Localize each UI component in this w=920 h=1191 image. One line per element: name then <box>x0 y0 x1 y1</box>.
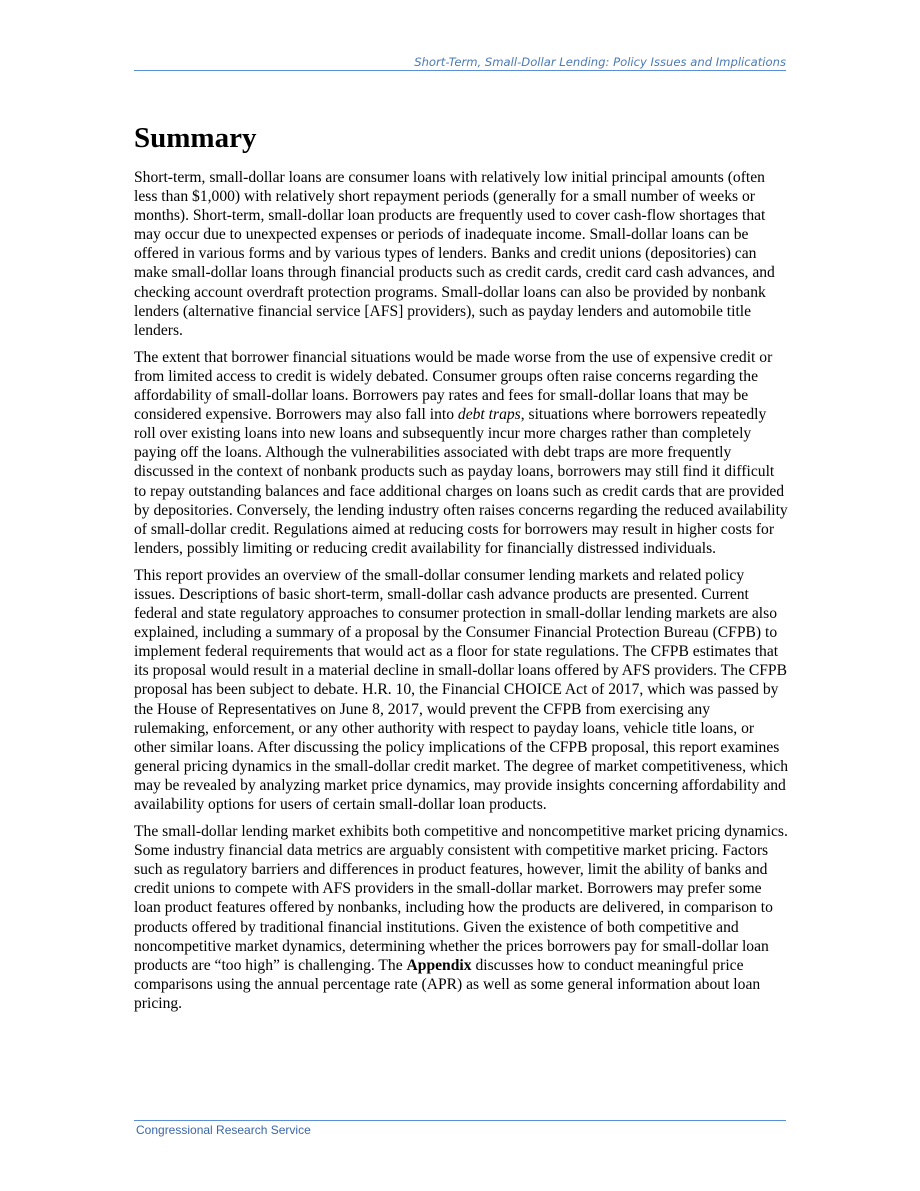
paragraph-4-text-b: discusses how to conduct meaningful price comparisons using the annual percentage rate (APR) as well as some general information about loan pricing. <box>134 956 761 1012</box>
paragraph-2-text-b: , situations where borrowers repeatedly roll over existing loans into new loans and subsequently incur more charges rather than completely paying off the loans. Although the vulnerabilities associated with debt traps are more frequently discussed in the context of nonbank products such as payday loans, borrowers may still find it difficult to repay outstanding balances and face additional charges on loans such as credit cards that are provided by depositories. Conversely, the lending industry often raises concerns regarding the reduced availability of small-dollar credit. Regulations aimed at reducing costs for borrowers may result in higher costs for lenders, possibly limiting or reducing credit availability for financially distressed individuals. <box>134 406 788 557</box>
running-header: Short-Term, Small-Dollar Lending: Policy Issues and Implications <box>414 55 786 69</box>
paragraph-2-text-a: The extent that borrower financial situations would be made worse from the use of expensive credit or from limited access to credit is widely debated. Consumer groups often raise concerns regarding the affordability of small-dollar loans. Borrowers pay rates and fees for small-dollar loans that may be considered expensive. Borrowers may also fall into <box>134 348 773 424</box>
paragraph-2 <box>134 348 788 558</box>
paragraph-4 <box>134 822 788 1013</box>
page-title: Summary <box>134 122 257 154</box>
footer-rule <box>134 1120 786 1121</box>
paragraph-4-text-a: The small-dollar lending market exhibits both competitive and noncompetitive market pricing dynamics. Some industry financial data metrics are arguably consistent with competitive market pricing. Factors such as regulatory barriers and differences in product features, however, limit the ability of banks and credit unions to compete with AFS providers in the small-dollar market. Borrowers may prefer some loan product features offered by nonbanks, including how the products are delivered, in comparison to products offered by traditional financial institutions. Given the existence of both competitive and noncompetitive market dynamics, determining whether the prices borrowers pay for small-dollar loan products are “too high” is challenging. The <box>134 823 788 974</box>
debt-traps-term: debt traps <box>457 406 521 424</box>
summary-body <box>134 168 788 1021</box>
footer-org: Congressional Research Service <box>136 1123 311 1137</box>
paragraph-1: Short-term, small-dollar loans are consumer loans with relatively low initial principal amounts (often less than $1,000) with relatively short repayment periods (generally for a small number of weeks or months). Short-term, small-dollar loan products are frequently used to cover cash-flow shortages that may occur due to unexpected expenses or periods of inadequate income. Small-dollar loans can be offered in various forms and by various types of lenders. Banks and credit unions (depositories) can make small-dollar loans through financial products such as credit cards, credit card cash advances, and checking account overdraft protection programs. Small-dollar loans can also be provided by nonbank lenders (alternative financial service [AFS] providers), such as payday lenders and automobile title lenders. <box>134 169 775 339</box>
paragraph-3: This report provides an overview of the small-dollar consumer lending markets and related policy issues. Descriptions of basic short-term, small-dollar cash advance products are presented. Current federal and state regulatory approaches to consumer protection in small-dollar lending markets are also explained, including a summary of a proposal by the Consumer Financial Protection Bureau (CFPB) to implement federal requirements that would act as a floor for state regulations. The CFPB estimates that its proposal would result in a material decline in small-dollar loans offered by AFS providers. The CFPB proposal has been subject to debate. H.R. 10, the Financial CHOICE Act of 2017, which was passed by the House of Representatives on June 8, 2017, would prevent the CFPB from exercising any rulemaking, enforcement, or any other authority with respect to payday loans, vehicle title loans, or other similar loans. After discussing the policy implications of the CFPB proposal, this report examines general pricing dynamics in the small-dollar credit market. The degree of market competitiveness, which may be revealed by analyzing market price dynamics, may provide insights concerning affordability and availability options for users of certain small-dollar loan products. <box>134 566 788 813</box>
header-rule <box>134 70 786 71</box>
appendix-reference: Appendix <box>406 956 472 974</box>
